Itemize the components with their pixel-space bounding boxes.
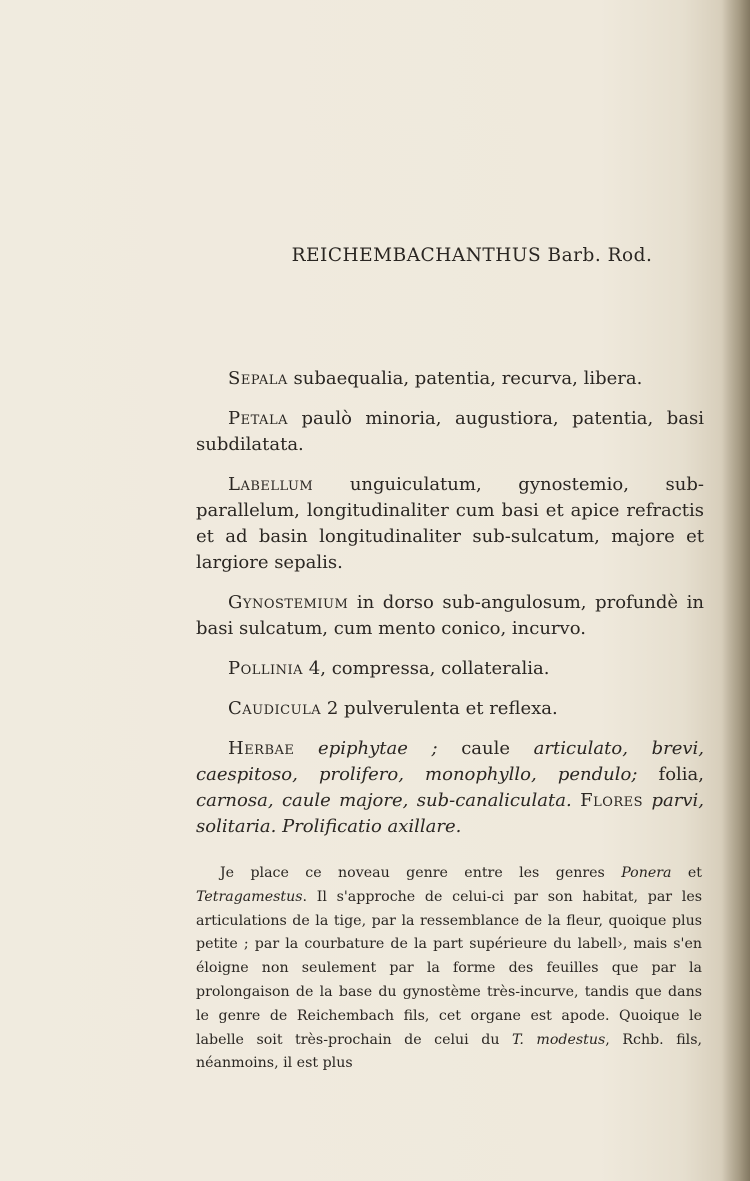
gynostemium-paragraph	[196, 590, 704, 642]
herbae-italic-4: parvi, solitaria. Prolificatio axillare.	[196, 790, 704, 837]
note-text-1: Je place ce noveau genre entre les genres	[220, 865, 622, 881]
note-italic-tetragamestus: Tetragamestus	[196, 888, 303, 905]
sepala-text: subaequalia, patentia, recurva, libera.	[287, 368, 643, 389]
caudicula-term: Caudicula	[228, 698, 322, 719]
petala-paragraph	[196, 406, 704, 458]
petala-term: Petala	[228, 408, 288, 429]
herbae-italic-3: carnosa, caule majore, sub-canaliculata.	[196, 790, 572, 811]
pollinia-text: 4, compressa, collateralia.	[303, 658, 550, 679]
gynostemium-term: Gynostemium	[228, 592, 349, 613]
sepala-term: Sepala	[228, 368, 288, 389]
note-italic-modestus: T. modestus	[511, 1031, 606, 1048]
labellum-term: Labellum	[228, 474, 314, 495]
herbae-text-2: folia,	[637, 764, 705, 785]
french-note-paragraph	[196, 862, 702, 1076]
pollinia-paragraph	[196, 656, 704, 682]
herbae-paragraph	[196, 736, 704, 840]
labellum-paragraph	[196, 472, 704, 576]
herbae-text-1: caule	[437, 738, 534, 759]
herbae-term: Herbae	[228, 738, 295, 759]
note-text-4: , Rchb. fils, néanmoins, il est plus	[196, 1031, 702, 1072]
pollinia-term: Pollinia	[228, 658, 304, 679]
note-text-3: . Il s'approche de celui-ci par son habitat, par les articulations de la tige, par la ressemblance de la fleur, quoique plus petite ; par la courbature de la part supérieure du labell›, mais s'en éloigne non seulement par la forme des feuilles que par la prolongaison de la base du gynostème très-incurve, tandis que dans le genre de Reichembach fils, cet organe est apode. Quoique le labelle soit très-prochain de celui du	[196, 888, 702, 1048]
caudicula-paragraph	[196, 696, 704, 722]
flores-term: Flores	[580, 790, 644, 811]
herbae-italic-2: articulato, brevi, caespitoso, prolifero, monophyllo, pendulo;	[196, 738, 704, 785]
genus-title: REICHEMBACHANTHUS Barb. Rod.	[291, 245, 653, 266]
sepala-paragraph	[196, 366, 704, 392]
caudicula-text: 2 pulverulenta et reflexa.	[321, 698, 558, 719]
herbae-italic-1: epiphytae ;	[294, 738, 438, 759]
herbae-text-3	[572, 790, 580, 811]
note-text-2: et	[671, 865, 702, 881]
gynostemium-text: in dorso sub-angulosum, profundè in basi sulcatum, cum mento conico, incurvo.	[196, 592, 704, 639]
page-gutter-shadow	[722, 0, 750, 1181]
page-content	[196, 245, 704, 1076]
petala-text: paulò minoria, augustiora, patentia, basi subdilatata.	[196, 408, 704, 455]
labellum-text: unguiculatum, gynostemio, sub-parallelum, longitudinaliter cum basi et apice refractis et ad basin longitudinaliter sub-sulcatum, majore et largiore sepalis.	[196, 474, 704, 573]
note-italic-ponera: Ponera	[621, 865, 672, 881]
